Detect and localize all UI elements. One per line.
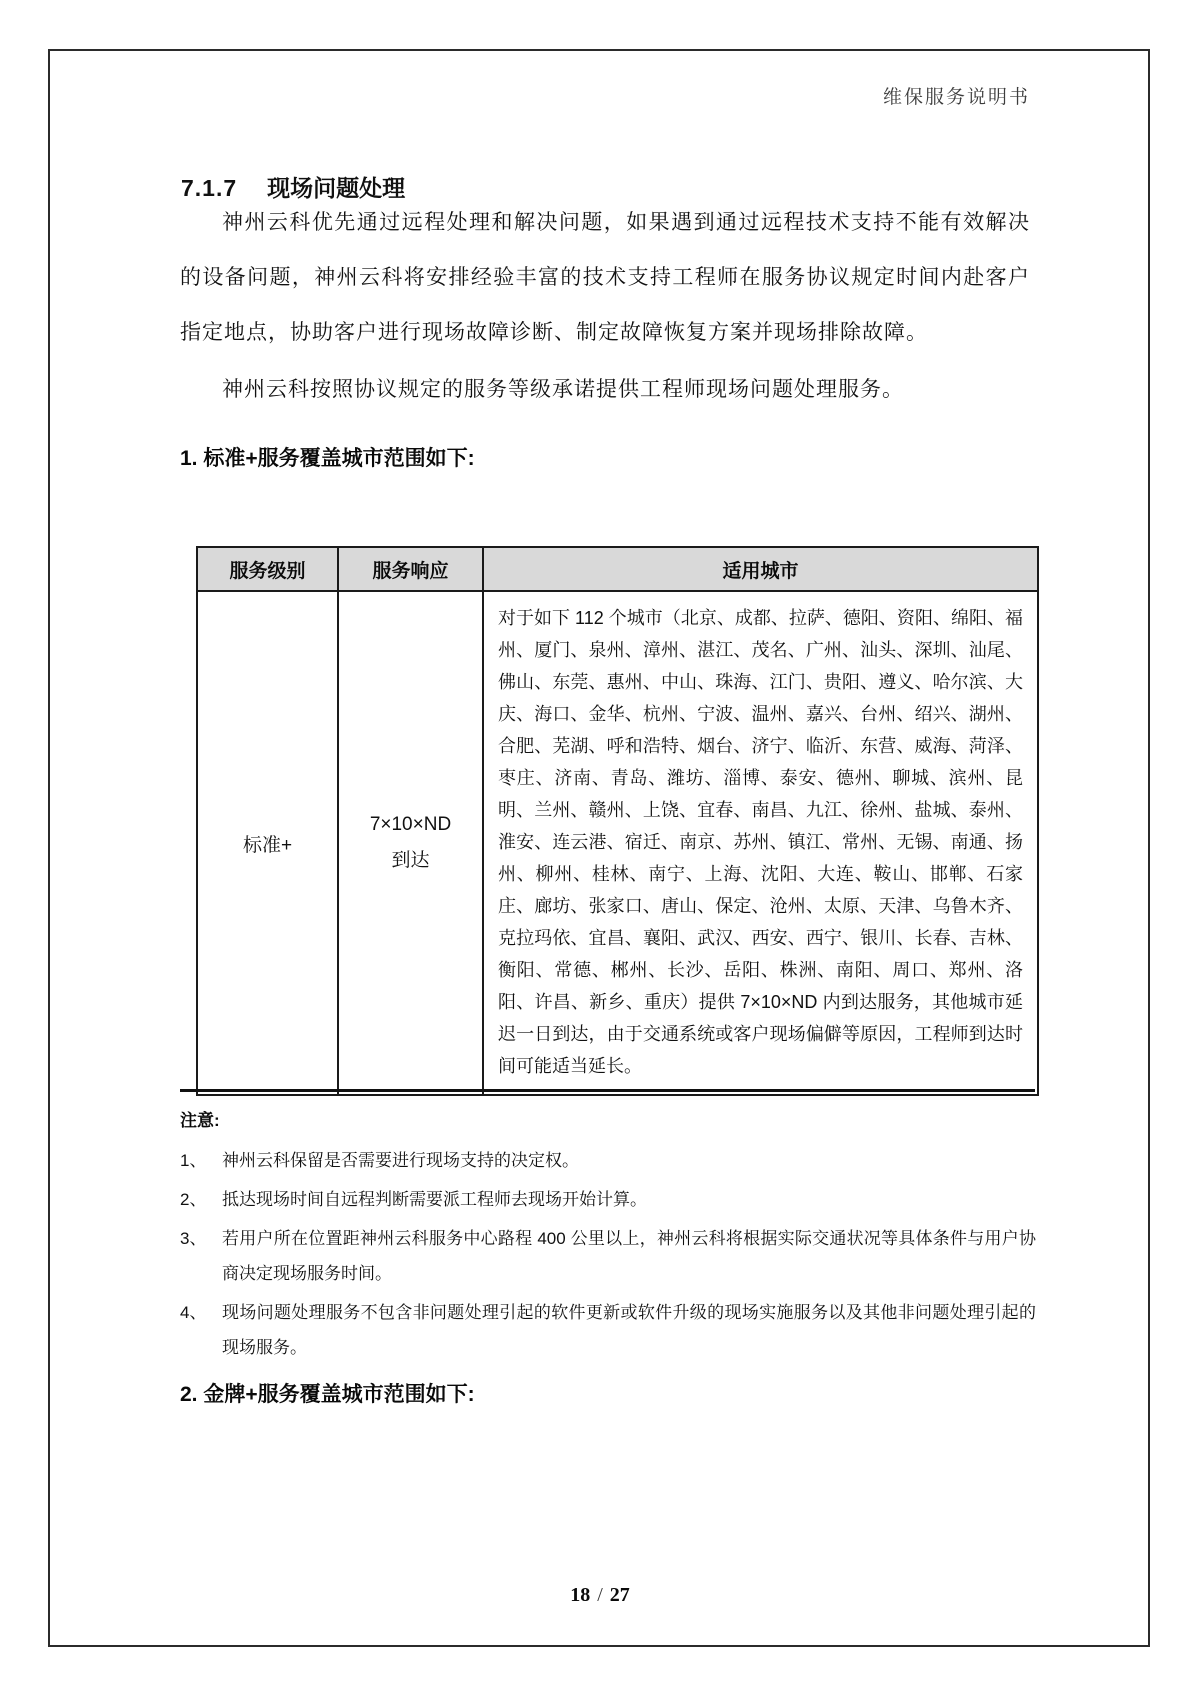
note-item-4 <box>180 1295 1036 1365</box>
subheading-gold-plus-coverage: 2. 金牌+服务覆盖城市范围如下: <box>180 1383 475 1406</box>
page-number-separator: / <box>597 1584 603 1606</box>
note-item-1 <box>180 1143 1036 1178</box>
total-page-count: 27 <box>609 1584 630 1606</box>
note-text: 若用户所在位置距神州云科服务中心路程 400 公里以上，神州云科将根据实际交通状况等具体条件与用户协商决定现场服务时间。 <box>222 1229 1036 1283</box>
col-header-applicable-cities: 适用城市 <box>483 547 1038 591</box>
service-response-line-2: 到达 <box>391 850 430 871</box>
col-header-service-response: 服务响应 <box>338 547 483 591</box>
horizontal-divider-rule <box>180 1089 1035 1092</box>
paragraph-remote-first: 神州云科优先通过远程处理和解决问题，如果遇到通过远程技术支持不能有效解决的设备问题，神州云科将安排经验丰富的技术支持工程师在服务协议规定时间内赴客户指定地点，协助客户进行现场故障诊断、制定故障恢复方案并现场排除故障。 <box>180 211 1030 344</box>
subheading-standard-plus-coverage: 1. 标准+服务覆盖城市范围如下: <box>180 447 475 470</box>
section-title: 现场问题处理 <box>267 175 406 201</box>
cell-applicable-cities: 对于如下 112 个城市（北京、成都、拉萨、德阳、资阳、绵阳、福州、厦门、泉州、漳州、湛江、茂名、广州、汕头、深圳、汕尾、佛山、东莞、惠州、中山、珠海、江门、贵阳、遵义、哈尔滨、大庆、海口、金华、杭州、宁波、温州、嘉兴、台州、绍兴、湖州、合肥、芜湖、呼和浩特、烟台、济宁、临沂、东营、威海、菏泽、枣庄、济南、青岛、潍坊、淄博、泰安、德州、聊城、滨州、昆明、兰州、赣州、上饶、宜春、南昌、九江、徐州、盐城、泰州、淮安、连云港、宿迁、南京、苏州、镇江、常州、无锡、南通、扬州、柳州、桂林、南宁、上海、沈阳、大连、鞍山、邯郸、石家庄、廊坊、张家口、唐山、保定、沧州、太原、天津、乌鲁木齐、克拉玛依、宜昌、襄阳、武汉、西安、西宁、银川、长春、吉林、衡阳、常德、郴州、长沙、岳阳、株洲、南阳、周口、郑州、洛阳、许昌、新乡、重庆）提供 7×10×ND 内到达服务，其他城市延迟一日到达，由于交通系统或客户现场偏僻等原因，工程师到达时间可能适当延长。 <box>483 591 1038 1095</box>
note-number: 3、 <box>180 1229 207 1248</box>
table-header-row <box>197 547 1038 591</box>
section-number: 7.1.7 <box>181 175 238 201</box>
notes-label: 注意: <box>180 1111 220 1130</box>
running-header-title: 维保服务说明书 <box>882 87 1030 108</box>
cell-service-level: 标准+ <box>197 591 338 1095</box>
note-text: 神州云科保留是否需要进行现场支持的决定权。 <box>222 1151 579 1170</box>
note-number: 4、 <box>180 1303 207 1322</box>
service-coverage-table <box>196 546 1039 1096</box>
note-text: 现场问题处理服务不包含非问题处理引起的软件更新或软件升级的现场实施服务以及其他非问题处理引起的现场服务。 <box>222 1303 1036 1357</box>
col-header-service-level: 服务级别 <box>197 547 338 591</box>
page-footer <box>0 1584 1200 1607</box>
paragraph-service-level-commitment: 神州云科按照协议规定的服务等级承诺提供工程师现场问题处理服务。 <box>222 378 904 401</box>
current-page-number: 18 <box>570 1584 591 1606</box>
note-item-3 <box>180 1221 1036 1291</box>
note-number: 2、 <box>180 1190 207 1209</box>
notes-list <box>180 1143 1036 1369</box>
service-response-line-1: 7×10×ND <box>369 814 452 835</box>
cell-service-response <box>338 591 483 1095</box>
table-row <box>197 591 1038 1095</box>
note-item-2 <box>180 1182 1036 1217</box>
note-number: 1、 <box>180 1151 207 1170</box>
note-text: 抵达现场时间自远程判断需要派工程师去现场开始计算。 <box>222 1190 647 1209</box>
